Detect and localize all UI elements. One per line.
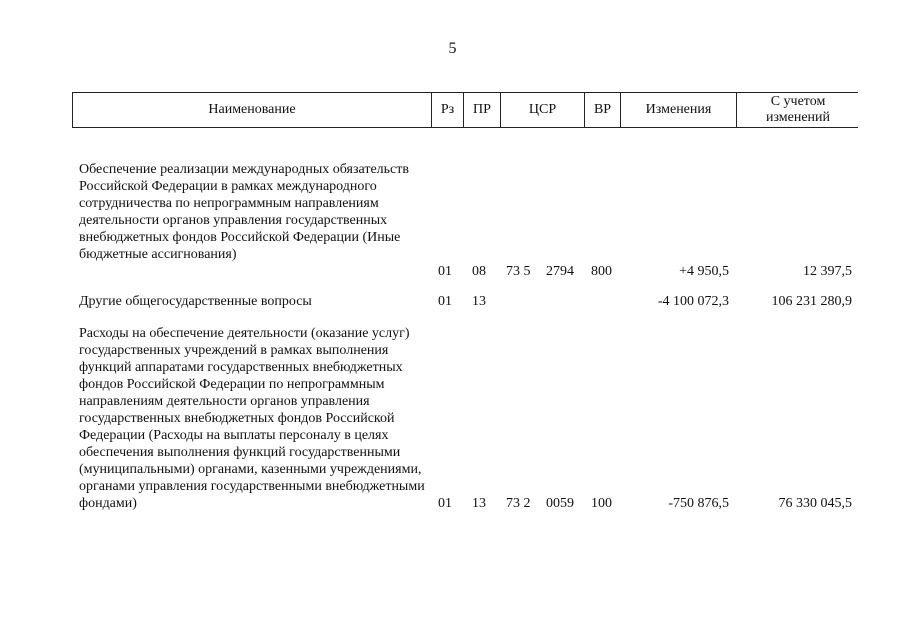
row-csr-code: 2794	[546, 264, 574, 279]
column-header-name: Наименование	[73, 93, 432, 127]
row-changes: -4 100 072,3	[657, 294, 729, 309]
row-rz: 01	[438, 294, 452, 309]
column-header-with-changes-line1: С учетом	[770, 94, 826, 109]
row-vr: 100	[591, 496, 612, 511]
row-changes: -750 876,5	[668, 496, 729, 511]
column-header-with-changes	[737, 93, 859, 127]
row-csr-program: 73 2	[506, 496, 531, 511]
row-pr: 13	[472, 496, 486, 511]
row-name: Другие общегосударственные вопросы	[79, 294, 312, 309]
page-number: 5	[448, 40, 457, 57]
row-total: 106 231 280,9	[771, 294, 852, 309]
row-csr-program: 73 5	[506, 264, 531, 279]
row-pr: 13	[472, 294, 486, 309]
table-header	[72, 92, 858, 128]
row-changes: +4 950,5	[679, 264, 729, 279]
column-header-changes: Изменения	[621, 93, 737, 127]
row-total: 12 397,5	[803, 264, 852, 279]
row-rz: 01	[438, 496, 452, 511]
row-csr-code: 0059	[546, 496, 574, 511]
column-header-csr: ЦСР	[501, 93, 585, 127]
row-name: Расходы на обеспечение деятельности (оказание услуг) государственных учреждений в рамках выполнения функций аппаратами государственных внебюджетных фондов Российской Федерации по непрограммным направлениям деятельности органов управления государственных внебюджетных фондов Российской Федерации (Расходы на выплаты персоналу в целях обеспечения выполнения функций государственными (муниципальными) органами, казенными учреждениями, органами управления государственными внебюджетными фондами)	[79, 326, 425, 511]
row-total: 76 330 045,5	[778, 496, 852, 511]
row-vr: 800	[591, 264, 612, 279]
column-header-vr: ВР	[585, 93, 621, 127]
column-header-pr: ПР	[464, 93, 501, 127]
row-rz: 01	[438, 264, 452, 279]
column-header-with-changes-line2: изменений	[765, 110, 831, 125]
column-header-rz: Рз	[432, 93, 464, 127]
row-pr: 08	[472, 264, 486, 279]
row-name: Обеспечение реализации международных обязательств Российской Федерации в рамках международного сотрудничества по непрограммным направлениям деятельности органов управления государственных внебюджетных фондов Российской Федерации (Иные бюджетные ассигнования)	[79, 162, 409, 262]
